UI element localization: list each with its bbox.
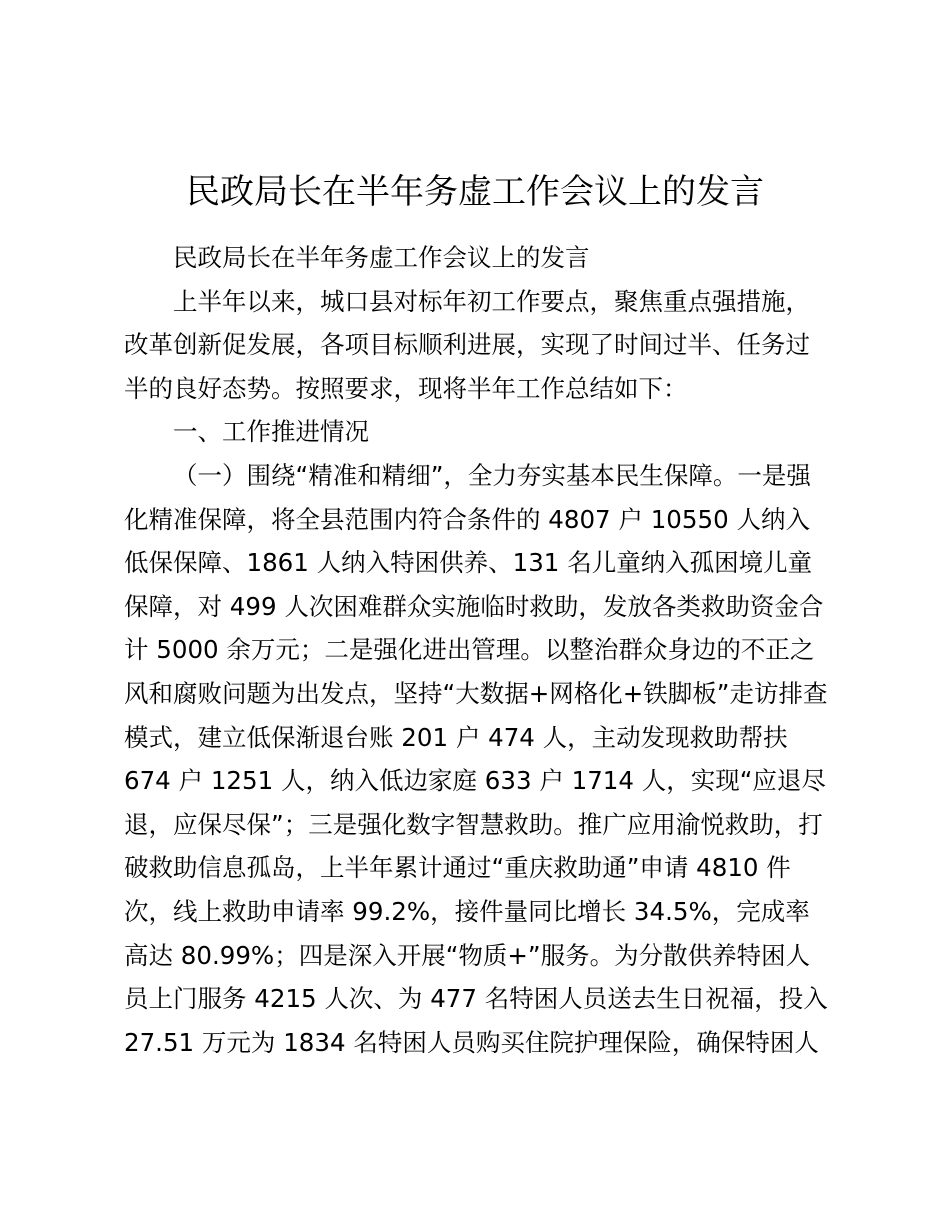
section-heading: 一、工作推进情况: [173, 417, 369, 447]
paragraph-intro: 上半年以来，城口县对标年初工作要点，聚焦重点强措施，改革创新促发展，各项目标顺利进展，实现了时间过半、任务过半的良好态势。按照要求，现将半年工作总结如下：: [124, 286, 810, 403]
document-body: [124, 236, 834, 1064]
document-title: 民政局长在半年务虚工作会议上的发言: [186, 172, 764, 212]
paragraph-subtitle: 民政局长在半年务虚工作会议上的发言: [173, 243, 590, 272]
paragraph-section-1: （一）围绕“精准和精细”，全力夯实基本民生保障。一是强化精准保障，将全县范围内符合条件的 4807 户 10550 人纳入低保保障、1861 人纳入特困供养、131 名儿童纳入孤困境儿童保障，对 499 人次困难群众实施临时救助，发放各类救助资金合计 5000 余万元；二是强化进出管理。以整治群众身边的不正之风和腐败问题为出发点，坚持“大数据+网格化+铁脚板”走访排查模式，建立低保渐退台账 201 户 474 人，主动发现救助帮扶 674 户 1251 人，纳入低边家庭 633 户 1714 人，实现“应退尽退，应保尽保”；三是强化数字智慧救助。推广应用渝悦救助，打破救助信息孤岛，上半年累计通过“重庆救助通”申请 4810 件次，线上救助申请率 99.2%，接件量同比增长 34.5%，完成率高达 80.99%；四是深入开展“物质+”服务。为分散供养特困人员上门服务 4215 人次、为 477 名特困人员送去生日祝福，投入 27.51 万元为 1834 名特困人员购买住院护理保险，确保特困人: [124, 460, 828, 1057]
